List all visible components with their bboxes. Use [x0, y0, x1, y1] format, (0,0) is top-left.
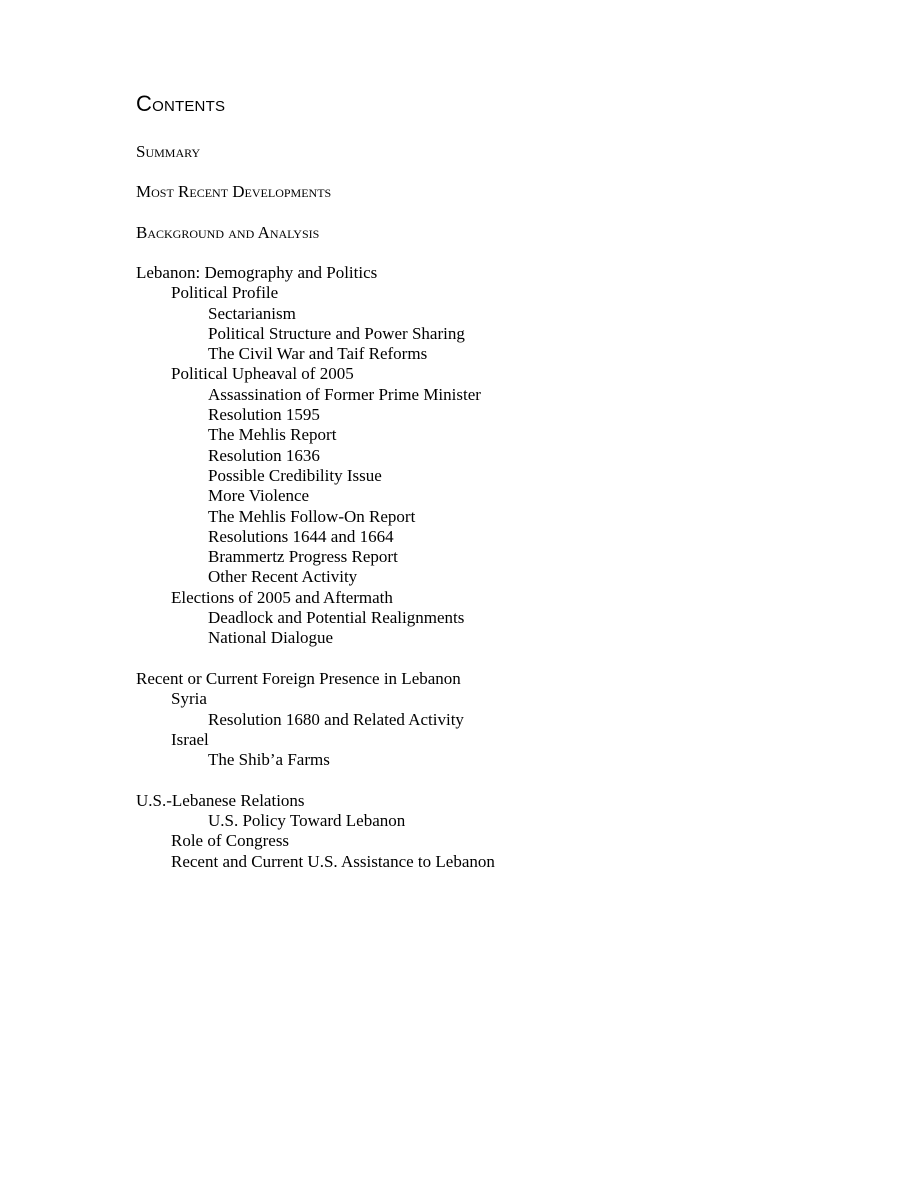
toc-entry-sectarianism[interactable]: Sectarianism: [208, 303, 296, 323]
toc-entry-more-violence[interactable]: More Violence: [208, 486, 310, 506]
toc-list: [136, 263, 495, 872]
toc-entry-national-dialogue[interactable]: National Dialogue: [208, 628, 334, 648]
toc-entry-shiba-farms[interactable]: The Shib’a Farms: [208, 750, 330, 770]
toc-entry-brammertz-report[interactable]: Brammertz Progress Report: [208, 547, 398, 567]
toc-entry-syria[interactable]: Syria: [171, 689, 207, 709]
toc-entry-background[interactable]: Background and Analysis: [136, 223, 320, 242]
toc-entry-assassination[interactable]: Assassination of Former Prime Minister: [208, 384, 481, 404]
toc-spacer: [136, 649, 495, 669]
toc-entry-israel[interactable]: Israel: [171, 729, 209, 749]
toc-entry-mehlis-report[interactable]: The Mehlis Report: [208, 425, 337, 445]
toc-entry-recent-developments[interactable]: Most Recent Developments: [136, 182, 332, 201]
toc-entry-lebanon-demography[interactable]: Lebanon: Demography and Politics: [136, 263, 378, 282]
toc-entry-role-of-congress[interactable]: Role of Congress: [171, 831, 290, 851]
toc-entry-resolution-1680[interactable]: Resolution 1680 and Related Activity: [208, 709, 464, 729]
toc-entry-foreign-presence[interactable]: Recent or Current Foreign Presence in Lebanon: [136, 668, 461, 688]
toc-spacer: [136, 770, 495, 790]
toc-entry-civil-war[interactable]: The Civil War and Taif Reforms: [208, 344, 428, 364]
toc-entry-resolution-1595[interactable]: Resolution 1595: [208, 405, 320, 425]
toc-entry-elections-2005[interactable]: Elections of 2005 and Aftermath: [171, 587, 393, 607]
contents-title: Contents: [136, 91, 226, 116]
toc-entry-resolution-1636[interactable]: Resolution 1636: [208, 445, 320, 465]
toc-entry-credibility-issue[interactable]: Possible Credibility Issue: [208, 465, 382, 485]
toc-entry-resolutions-1644-1664[interactable]: Resolutions 1644 and 1664: [208, 526, 394, 546]
toc-entry-mehlis-follow-on[interactable]: The Mehlis Follow-On Report: [208, 506, 416, 526]
toc-entry-other-recent-activity[interactable]: Other Recent Activity: [208, 567, 358, 587]
toc-entry-summary[interactable]: Summary: [136, 142, 201, 161]
toc-entry-deadlock[interactable]: Deadlock and Potential Realignments: [208, 608, 465, 628]
toc-entry-us-lebanese-relations[interactable]: U.S.-Lebanese Relations: [136, 790, 305, 810]
toc-entry-us-policy[interactable]: U.S. Policy Toward Lebanon: [208, 811, 406, 831]
toc-entry-us-assistance[interactable]: Recent and Current U.S. Assistance to Lebanon: [171, 851, 495, 871]
toc-entry-political-profile[interactable]: Political Profile: [171, 283, 279, 303]
toc-entry-political-structure[interactable]: Political Structure and Power Sharing: [208, 323, 465, 343]
toc-entry-political-upheaval[interactable]: Political Upheaval of 2005: [171, 364, 354, 384]
